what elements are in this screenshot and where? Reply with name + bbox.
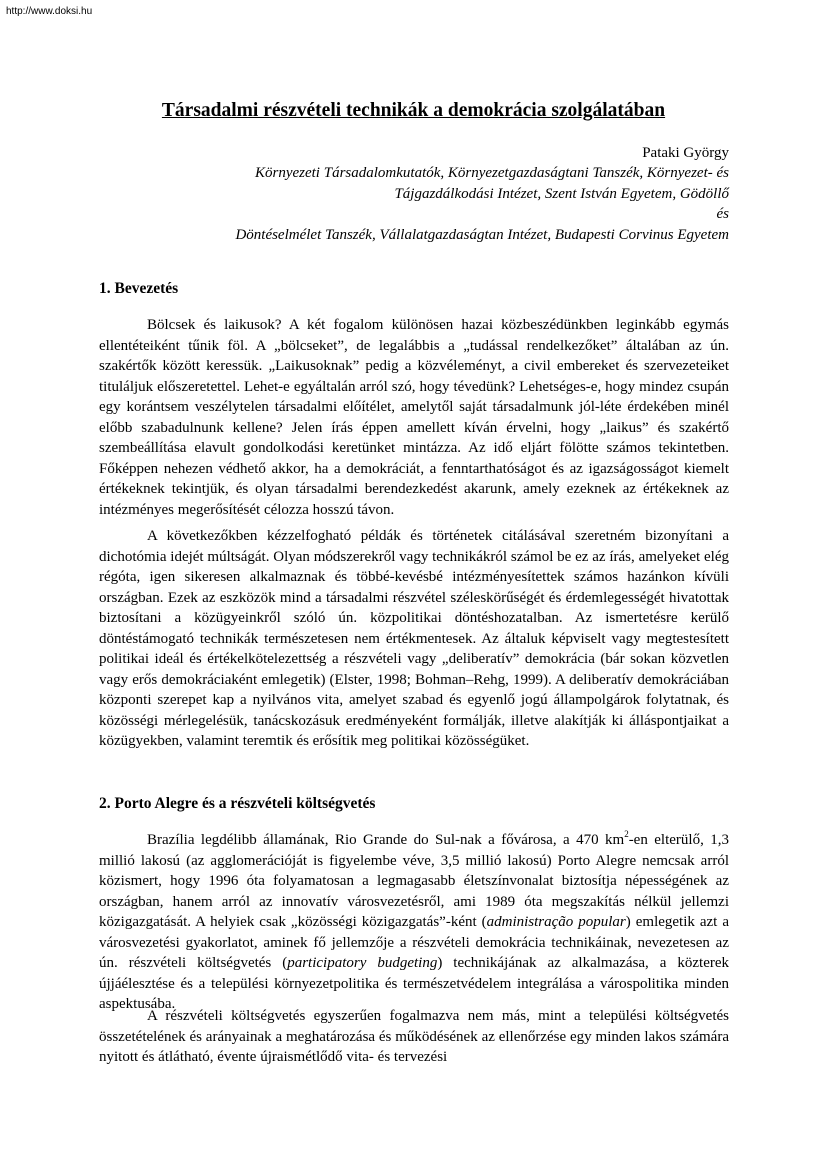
- section-1-heading: 1. Bevezetés: [99, 280, 179, 297]
- affiliation-2: Döntéselmélet Tanszék, Vállalatgazdaságtan Intézet, Budapesti Corvinus Egyetem: [235, 226, 729, 243]
- author-name: Pataki György: [642, 145, 729, 161]
- s2p1-text-d: ) technikájának az alkalmazása, a közterek újjáélesztése és a települési környezetpolitika és természetvédelem integrálása a várospolitika minden aspektusába.: [99, 955, 729, 1012]
- affiliation-1-line-2: Tájgazdálkodási Intézet, Szent István Egyetem, Gödöllő: [394, 185, 729, 202]
- s2p1-italic-participatory: participatory budgeting: [287, 955, 438, 971]
- affiliation-1-line-1: Környezeti Társadalomkutatók, Környezetgazdaságtani Tanszék, Környezet- és: [254, 165, 729, 182]
- author-block: [100, 143, 729, 245]
- affiliation-conjunction: és: [716, 206, 729, 223]
- s2p1-text-a: Brazília legdélibb államának, Rio Grande do Sul-nak a fővárosa, a 470 km: [147, 832, 625, 848]
- s2p1-italic-administracao: administração popular: [486, 914, 626, 930]
- s2p1-text-c: ) emlegetik azt a városvezetési gyakorlatot, aminek fő jellemzője a részvételi demokrácia technikáinak, nevezetesen az ún. részvételi költségvetés (: [99, 914, 729, 971]
- section-1-paragraph-2: A következőkben kézzelfogható példák és történetek citálásával szeretném bizonyítani a dichotómia idejét múltságát. Olyan módszerekről vagy technikákról számol be ez az írás, amelyeket elég régóta, igen sikeresen alkalmaznak és többé-kevésbé intézményesítettek számos hazánkon kívüli országban. Ezek az eszközök mind a társadalmi részvétel széleskörűségét és érdemlegességét hivatottak biztosítani a közügyeinkről szóló ún. közpolitikai döntéshozatalban. Az ismertetésre kerülő döntéstámogató technikák természetesen nem értékmentesek. Az általuk képviselt vagy megtestesített politikai ideál és értékelkötelezettség a részvételi vagy „deliberatív” demokrácia (bár sokan közvetlen vagy erős demokráciaként emlegetik) (Elster, 1998; Bohman–Rehg, 1999). A deliberatív demokráciában központi szerepet kap a nyilvános vita, amelyet szabad és egyenlő jogú állampolgárok folytatnak, és közösségi mérlegelésük, tanácskozásuk eredményeként formálják, illetve alakítják ki álláspontjaikat a közügyekben, valamint teremtik és erősítik meg politikai közösségüket.: [99, 528, 729, 749]
- superscript-2: 2: [624, 829, 629, 839]
- section-2-paragraph-1: [99, 830, 729, 1015]
- section-2-paragraph-2: A részvételi költségvetés egyszerűen fogalmazva nem más, mint a települési költségvetés összetételének és arányainak a meghatározása és működésének az ellenőrzése egy minden lakos számára nyitott és átlátható, évente újraismétlődő vita- és tervezési: [99, 1008, 729, 1065]
- source-url: http://www.doksi.hu: [6, 6, 93, 17]
- section-2-heading: 2. Porto Alegre és a részvételi költségvetés: [99, 795, 376, 812]
- section-1-paragraph-1: Bölcsek és laikusok? A két fogalom különösen hazai közbeszédünkben leginkább egymás ellentéteiként tűnik föl. A „bölcseket”, de legalábbis a „tudással rendelkezőket” általában az ún. szakértők között keressük. „Laikusoknak” pedig a közvéleményt, a civil embereket és szervezeteiket tituláljuk előszeretettel. Lehet-e egyáltalán arról szó, hogy tévedünk? Lehetséges-e, hogy mindez csupán egy korántsem veszélytelen társadalmi előítélet, amelytől saját társadalmunk jól-léte érdekében minél előbb szabadulnunk kellene? Jelen írás éppen amellett kíván érvelni, hogy „laikus” és szakértő szembeállítása elavult gondolkodási keretünket mintázza. Az idő eljárt fölötte számos tekintetben. Főképpen nehezen védhető akkor, ha a demokráciát, a fenntarthatóságot és az igazságosságot kiemelt értékeknek tekintjük, és olyan társadalmi berendezkedést akarunk, amely ezeknek az értékeknek az intézményes megerősítését célozza hosszú távon.: [99, 317, 729, 518]
- s2p1-text-b: -en elterülő, 1,3 millió lakosú (az agglomerációját is figyelembe véve, 3,5 millió lakosú) Porto Alegre nemcsak arról közismert, hogy 1996 óta folyamatosan a legmagasabb életszínvonalat biztosítja népességének az országban, hanem arról az innovatív városvezetésről, ami 1989 óta megszakítás nélkül jellemzi közigazgatását. A helyiek csak „közösségi közigazgatás”-ként (: [99, 832, 729, 930]
- document-title: Társadalmi részvételi technikák a demokrácia szolgálatában: [161, 100, 666, 121]
